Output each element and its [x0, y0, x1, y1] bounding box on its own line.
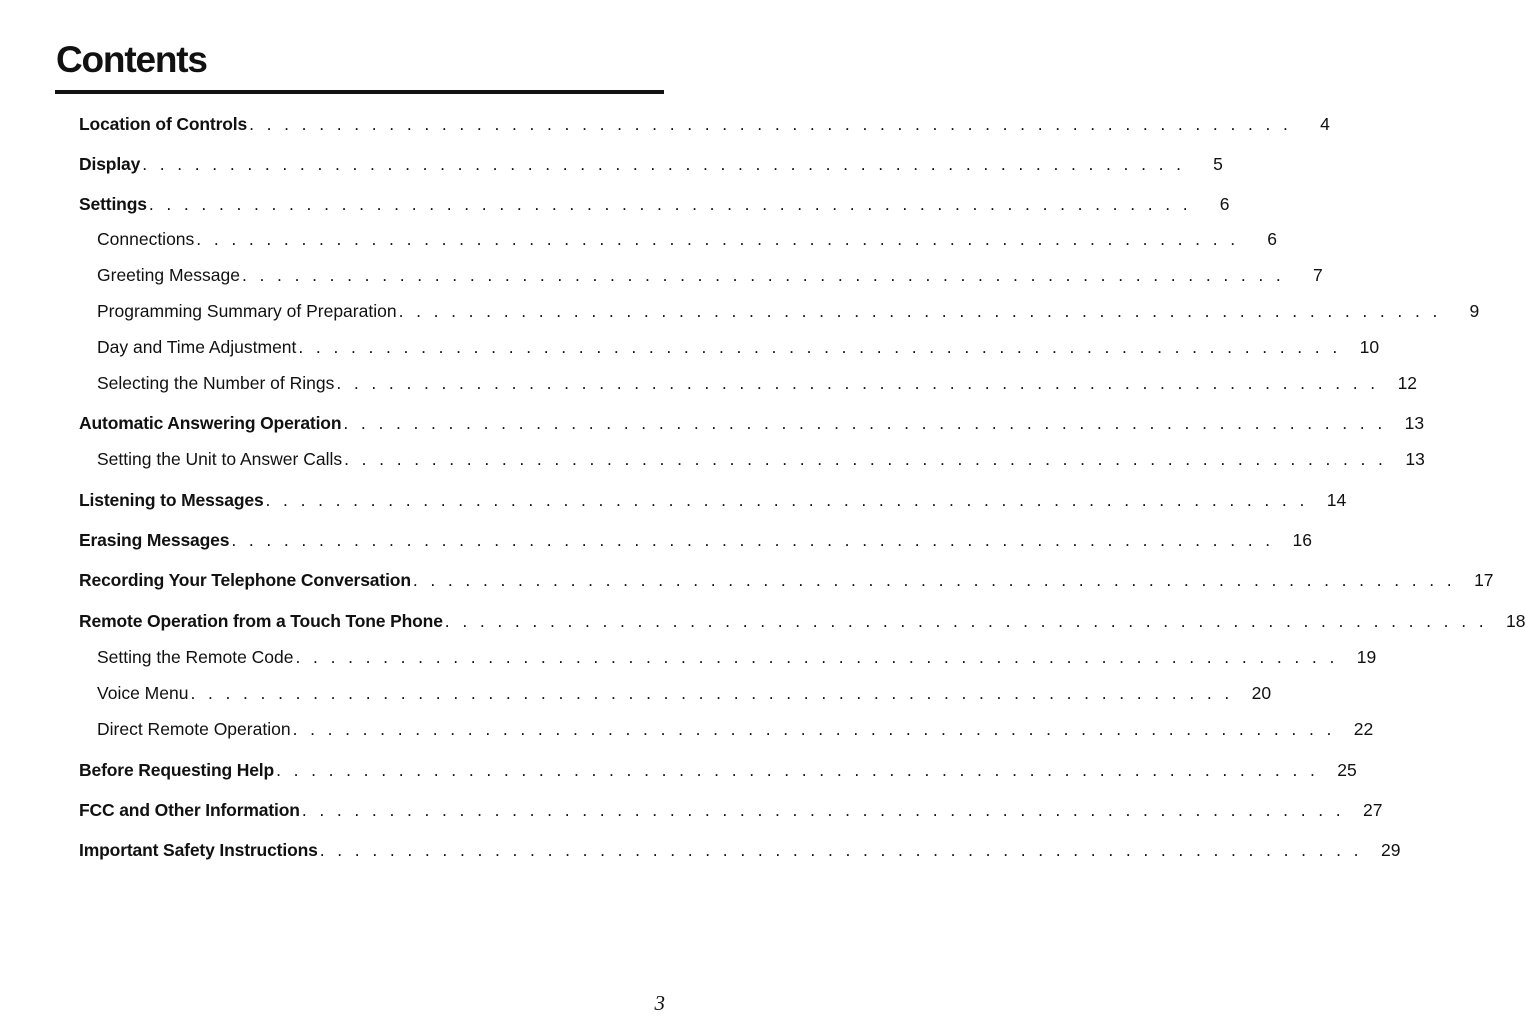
toc-subsection-entry [0, 446, 1425, 472]
toc-entry-title: Greeting Message [97, 265, 240, 285]
toc-section-entry [0, 410, 1425, 436]
toc-entry-title: Direct Remote Operation [97, 719, 291, 739]
toc-subsection-entry [0, 370, 1418, 396]
toc-entry-title: Programming Summary of Preparation [97, 301, 397, 321]
toc-entry-title: Erasing Messages [79, 530, 230, 550]
dot-leader: . . . . . . . . . . . . . . . . . . . . . . . . . . . . . . . . . . . . . . . . . . . . . . . . . . . . . . . . . . . . [292, 719, 1336, 739]
dot-leader: . . . . . . . . . . . . . . . . . . . . . . . . . . . . . . . . . . . . . . . . . . . . . . . . . . . . . . . . . . . . [190, 683, 1234, 703]
toc-entry-title: Display [79, 154, 141, 174]
toc-entry-title: Automatic Answering Operation [79, 413, 342, 433]
toc-section-entry [0, 191, 1230, 217]
toc-section-entry [0, 757, 1357, 783]
toc-subsection-entry [0, 334, 1380, 360]
page-title: Contents [56, 39, 207, 80]
toc-entry-title: Settings [79, 194, 147, 214]
toc-subsection-entry [0, 262, 1323, 288]
dot-leader: . . . . . . . . . . . . . . . . . . . . . . . . . . . . . . . . . . . . . . . . . . . . . . . . . . . . . . . . . . . . [142, 154, 1185, 174]
page-number: 3 [654, 991, 665, 1015]
toc-subsection-entry [0, 226, 1277, 252]
dot-leader: . . . . . . . . . . . . . . . . . . . . . . . . . . . . . . . . . . . . . . . . . . . . . . . . . . . . . . . . . . . . [231, 530, 1275, 550]
dot-leader: . . . . . . . . . . . . . . . . . . . . . . . . . . . . . . . . . . . . . . . . . . . . . . . . . . . . . . . . . . . . [242, 265, 1285, 285]
toc-entry-title: Connections [97, 229, 195, 249]
dot-leader: . . . . . . . . . . . . . . . . . . . . . . . . . . . . . . . . . . . . . . . . . . . . . . . . . . . . . . . . . . . . [196, 229, 1239, 249]
toc-section-entry [0, 797, 1383, 823]
dot-leader: . . . . . . . . . . . . . . . . . . . . . . . . . . . . . . . . . . . . . . . . . . . . . . . . . . . . . . . . . . . . [148, 194, 1192, 214]
dot-leader: . . . . . . . . . . . . . . . . . . . . . . . . . . . . . . . . . . . . . . . . . . . . . . . . . . . . . . . . . . . . [336, 373, 1380, 393]
toc-entry-title: Setting the Remote Code [97, 647, 294, 667]
dot-leader: . . . . . . . . . . . . . . . . . . . . . . . . . . . . . . . . . . . . . . . . . . . . . . . . . . . . . . . . . . . . [398, 301, 1442, 321]
toc-entry-page: 17 [1474, 570, 1494, 590]
toc-entry-page: 19 [1356, 647, 1377, 667]
toc-entry-title: FCC and Other Information [79, 800, 300, 820]
dot-leader: . . . . . . . . . . . . . . . . . . . . . . . . . . . . . . . . . . . . . . . . . . . . . . . . . . . . . . . . . . . . [301, 800, 1345, 820]
toc-section-entry [0, 608, 1525, 634]
toc-entry-page: 4 [1320, 114, 1330, 134]
toc-entry-page: 27 [1363, 800, 1383, 820]
dot-leader: . . . . . . . . . . . . . . . . . . . . . . . . . . . . . . . . . . . . . . . . . . . . . . . . . . . . . . . . . . . . [319, 840, 1363, 860]
dot-leader: . . . . . . . . . . . . . . . . . . . . . . . . . . . . . . . . . . . . . . . . . . . . . . . . . . . . . . . . . . . . [343, 413, 1387, 433]
toc-entry-title: Before Requesting Help [79, 760, 275, 780]
dot-leader: . . . . . . . . . . . . . . . . . . . . . . . . . . . . . . . . . . . . . . . . . . . . . . . . . . . . . . . . . . . . [265, 490, 1309, 510]
toc-entry-page: 29 [1380, 840, 1401, 860]
toc-entry-page: 25 [1337, 760, 1357, 780]
toc-entry-page: 20 [1251, 683, 1272, 703]
toc-entry-page: 16 [1292, 530, 1313, 550]
toc-entry-page: 13 [1405, 449, 1425, 469]
toc-entry-page: 7 [1312, 265, 1323, 285]
toc-entry-page: 6 [1219, 194, 1230, 214]
toc-entry-title: Setting the Unit to Answer Calls [97, 449, 343, 469]
toc-section-entry [0, 837, 1401, 863]
dot-leader: . . . . . . . . . . . . . . . . . . . . . . . . . . . . . . . . . . . . . . . . . . . . . . . . . . . . . . . . . . . . [249, 114, 1292, 134]
dot-leader: . . . . . . . . . . . . . . . . . . . . . . . . . . . . . . . . . . . . . . . . . . . . . . . . . . . . . . . . . . . . [344, 449, 1387, 469]
toc-subsection-entry [0, 680, 1272, 706]
toc-subsection-entry [0, 644, 1377, 670]
dot-leader: . . . . . . . . . . . . . . . . . . . . . . . . . . . . . . . . . . . . . . . . . . . . . . . . . . . . . . . . . . . . [276, 760, 1319, 780]
toc-entry-title: Voice Menu [97, 683, 189, 703]
toc-entry-title: Location of Controls [79, 114, 248, 134]
toc-entry-title: Recording Your Telephone Conversation [79, 570, 411, 590]
toc-entry-title: Selecting the Number of Rings [97, 373, 335, 393]
toc-entry-title: Remote Operation from a Touch Tone Phone [79, 611, 443, 631]
toc-section-entry [0, 487, 1347, 513]
toc-entry-page: 22 [1353, 719, 1374, 739]
toc-entry-page: 13 [1404, 413, 1425, 433]
toc-entry-page: 9 [1469, 301, 1480, 321]
dot-leader: . . . . . . . . . . . . . . . . . . . . . . . . . . . . . . . . . . . . . . . . . . . . . . . . . . . . . . . . . . . . [444, 611, 1488, 631]
toc-section-entry [0, 527, 1313, 553]
toc-section-entry [0, 111, 1330, 137]
dot-leader: . . . . . . . . . . . . . . . . . . . . . . . . . . . . . . . . . . . . . . . . . . . . . . . . . . . . . . . . . . . . [298, 337, 1342, 357]
toc-entry-title: Listening to Messages [79, 490, 264, 510]
toc-subsection-entry [0, 298, 1480, 324]
toc-entry-page: 5 [1213, 154, 1223, 174]
toc-entry-page: 14 [1326, 490, 1347, 510]
toc-entry-page: 18 [1506, 611, 1525, 631]
dot-leader: . . . . . . . . . . . . . . . . . . . . . . . . . . . . . . . . . . . . . . . . . . . . . . . . . . . . . . . . . . . . [295, 647, 1339, 667]
toc-entry-title: Important Safety Instructions [79, 840, 318, 860]
toc-entry-title: Day and Time Adjustment [97, 337, 297, 357]
toc-subsection-entry [0, 716, 1374, 742]
dot-leader: . . . . . . . . . . . . . . . . . . . . . . . . . . . . . . . . . . . . . . . . . . . . . . . . . . . . . . . . . . . . [412, 570, 1456, 590]
toc-entry-page: 12 [1397, 373, 1418, 393]
toc-section-entry [0, 151, 1223, 177]
toc-entry-page: 6 [1267, 229, 1277, 249]
toc-entry-page: 10 [1359, 337, 1380, 357]
toc-section-entry [0, 567, 1494, 593]
